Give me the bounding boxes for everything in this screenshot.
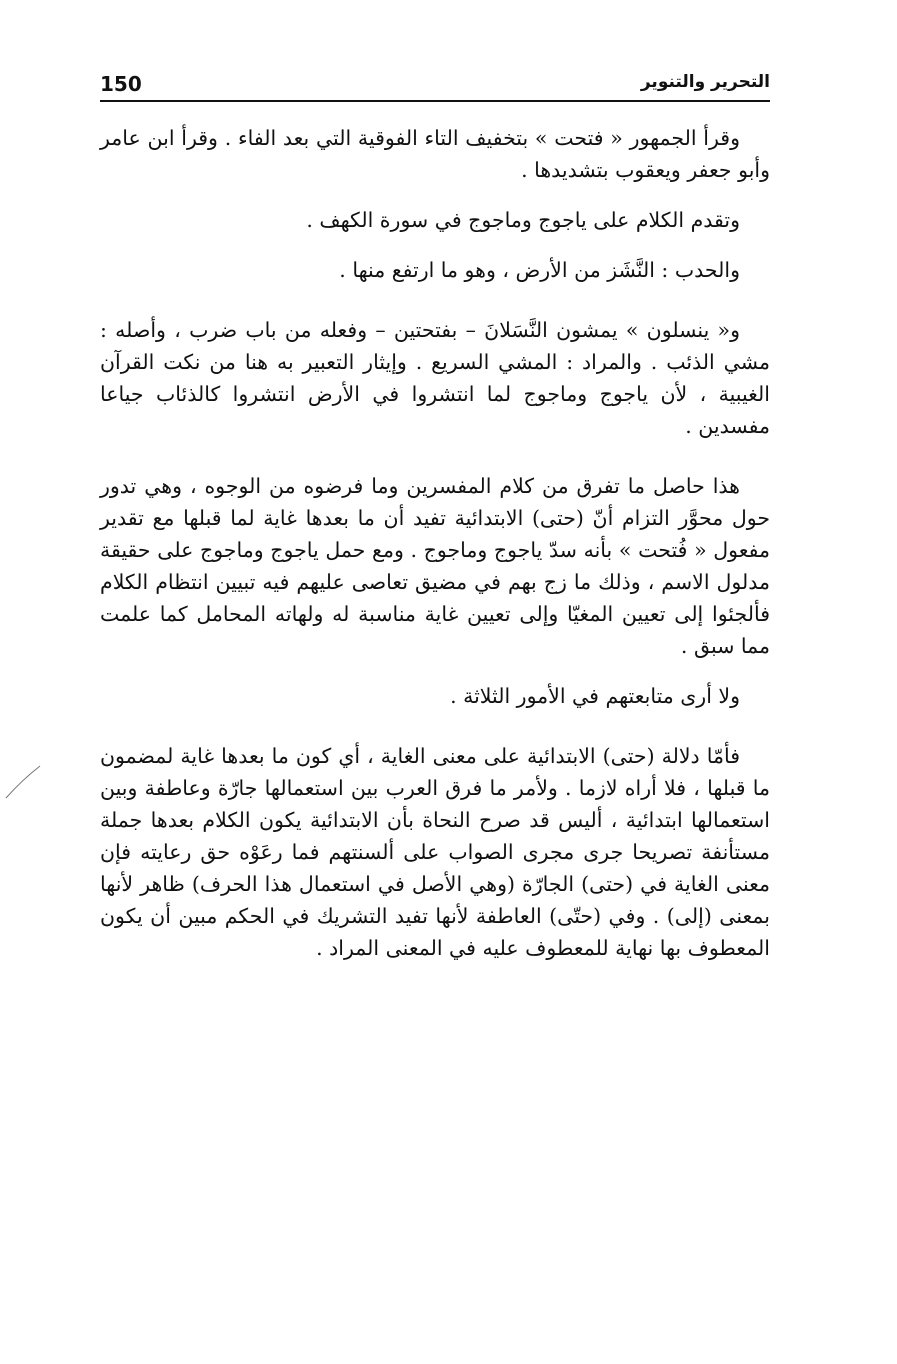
paragraph-hatta: فأمّا دلالة (حتى) الابتدائية على معنى الغاية ، أي كون ما بعدها غاية لمضمون ما قبلها ، فلا أراه لازما . ولأمر ما فرق العرب بين استعمالها جارّة وعاطفة وبين استعمالها ابتدائية ، أليس قد صرح النحاة بأن الابتدائية يكون الكلام بعدها جملة مستأنفة تصريحا جرى مجرى الصواب على ألسنتهم فما رعَوْه حق رعايته فإن معنى الغاية في (حتى) الجارّة (وهي الأصل في استعمال هذا الحرف) ظاهر لأنها بمعنى (إلى) . وفي (حتّى) العاطفة لأنها تفيد التشريك في الحكم مبين أن يكون المعطوف بها نهاية للمعطوف عليه في المعنى المراد .	[100, 744, 770, 960]
paragraph-hadab: والحدب : النَّشَز من الأرض ، وهو ما ارتفع منها .	[339, 258, 740, 282]
paragraph-yajuj: وتقدم الكلام على ياجوج وماجوج في سورة الكهف .	[306, 208, 740, 232]
running-title: التحرير والتنوير	[640, 72, 770, 92]
paragraph-commentators: هذا حاصل ما تفرق من كلام المفسرين وما فرضوه من الوجوه ، وهي تدور حول محوَّر التزام أنّ (حتى) الابتدائية تفيد أن ما بعدها غاية لما قبلها مع تقدير مفعول « فُتحت » بأنه سدّ ياجوج وماجوج . ومع حمل ياجوج وماجوج على حقيقة مدلول الاسم ، وذلك ما زج بهم في مضيق تعاصى عليهم فيه تبيين انتظام الكلام فألجئوا إلى تعيين المغيّا وإلى تعيين غاية مناسبة له ولهاته المحامل كما علمت مما سبق .	[100, 474, 770, 658]
margin-pencil-mark	[4, 760, 44, 800]
paragraph-readings: وقرأ الجمهور « فتحت » بتخفيف التاء الفوقية التي بعد الفاء . وقرأ ابن عامر وأبو جعفر ويعقوب بتشديدها .	[100, 126, 770, 182]
page-number: 150	[100, 72, 142, 96]
page-header	[100, 70, 770, 102]
paragraph-yansilun: و« ينسلون » يمشون النَّسَلانَ – بفتحتين – وفعله من باب ضرب ، وأصله : مشي الذئب . والمراد : المشي السريع . وإيثار التعبير به هنا من نكت القرآن الغيبية ، لأن ياجوج وماجوج لما انتشروا في الأرض انتشروا كالذئاب جياعا مفسدين .	[100, 318, 770, 438]
body-text	[100, 122, 770, 964]
paragraph-opinion: ولا أرى متابعتهم في الأمور الثلاثة .	[450, 684, 740, 708]
